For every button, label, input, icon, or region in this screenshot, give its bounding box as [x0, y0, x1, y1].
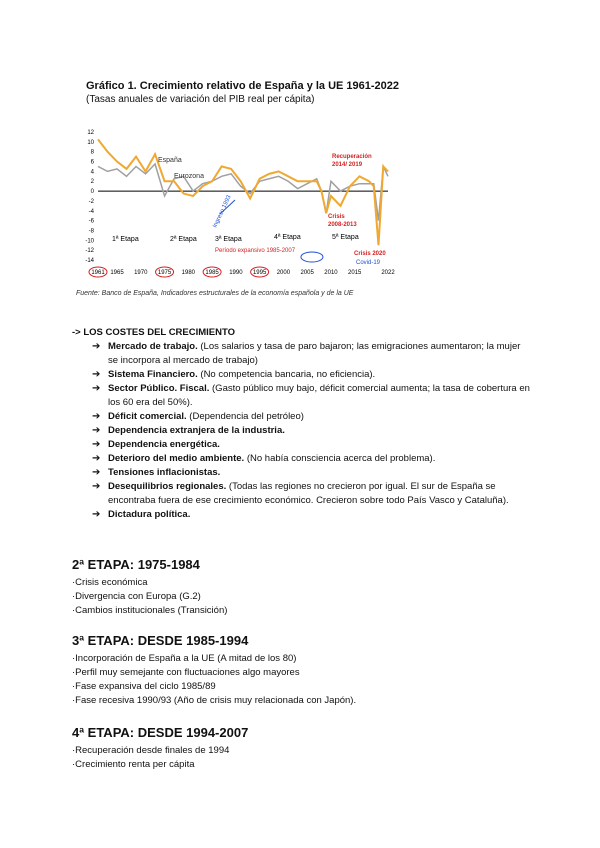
label-stage3: 3ª Etapa	[215, 236, 242, 243]
y-tick-label: 6	[90, 159, 94, 166]
label-eurozona: Eurozona	[174, 173, 204, 180]
label-stage2: 2ª Etapa	[170, 236, 197, 243]
label-stage1: 1ª Etapa	[112, 236, 139, 243]
costes-item: ➔ Sistema Financiero. (No competencia bancaria, no eficiencia).	[92, 369, 376, 380]
label-stage5: 5ª Etapa	[332, 234, 359, 241]
arrow-icon: ➔	[92, 509, 101, 520]
x-tick-label: 2022	[381, 270, 395, 276]
label-recuperacion-1: Recuperación	[332, 154, 372, 160]
y-tick-label: 2	[90, 179, 94, 186]
etapa4-section	[72, 726, 532, 772]
arrow-icon: ➔	[92, 481, 101, 492]
chart-source: Fuente: Banco de España, Indicadores estructurales de la economía española y de la UE	[76, 290, 354, 297]
x-tick-label: 2005	[300, 270, 314, 276]
x-tick-label: 1975	[157, 270, 172, 276]
label-spain: España	[158, 157, 182, 164]
arrow-icon: ➔	[92, 439, 101, 450]
etapa2-section	[72, 558, 532, 618]
y-tick-label: 12	[87, 130, 94, 136]
y-tick-label: 0	[90, 189, 94, 196]
etapa4-title: 4ª ETAPA: DESDE 1994-2007	[72, 725, 249, 740]
y-tick-label: 4	[90, 169, 94, 176]
label-crisis2: Crisis 2020	[354, 251, 386, 257]
arrow-icon: ➔	[92, 341, 101, 352]
y-tick-label: -12	[85, 248, 94, 255]
arrow-icon: ➔	[92, 383, 101, 394]
arrow-icon: ➔	[92, 411, 101, 422]
arrow-icon: ➔	[92, 425, 101, 436]
etapa3-line: ·Fase expansiva del ciclo 1985/89	[72, 681, 216, 692]
x-tick-label: 1961	[91, 270, 105, 276]
costes-section	[72, 326, 532, 522]
etapa3-line: ·Fase recesiva 1990/93 (Año de crisis muy relacionada con Japón).	[72, 695, 357, 706]
costes-list	[72, 340, 532, 522]
y-tick-label: 10	[87, 139, 94, 146]
y-tick-label: -10	[85, 238, 94, 245]
costes-item: ➔ Déficit comercial. (Dependencia del petróleo)	[92, 411, 304, 422]
label-covid: Covid-19	[356, 260, 381, 266]
y-tick-label: -2	[88, 198, 94, 205]
x-tick-label: 1985	[205, 270, 219, 276]
x-tick-label: 2010	[324, 270, 338, 276]
x-tick-label: 1970	[134, 270, 148, 276]
y-tick-label: -14	[85, 258, 94, 264]
x-tick-label: 1995	[252, 270, 267, 276]
circled-year-2006	[301, 252, 323, 262]
etapa2-line: ·Divergencia con Europa (G.2)	[72, 591, 201, 602]
chart-title: Gráfico 1. Crecimiento relativo de España y la UE 1961-2022	[86, 80, 400, 92]
series-eurozona-line	[98, 164, 388, 221]
x-tick-label: 1980	[181, 270, 196, 276]
x-tick-label: 2000	[276, 270, 291, 276]
costes-item: ➔ Mercado de trabajo. (Los salarios y tasa de paro bajaron; las emigraciones aumentaron; la mujer se incorpora al mercado de trabajo)	[92, 341, 521, 366]
label-crisis1-2: 2008-2013	[328, 222, 357, 228]
label-periodo: Período expansivo 1985-2007	[215, 248, 296, 254]
arrow-icon: ➔	[92, 369, 101, 380]
costes-item: ➔ Desequilibrios regionales. (Todas las regiones no crecieron por igual. El sur de España se encontraba fuera de ese crecimiento económico. Crecieron sobre todo País Vasco y Cataluña).	[92, 481, 509, 506]
etapa3-title: 3ª ETAPA: DESDE 1985-1994	[72, 633, 249, 648]
costes-item: ➔ Deterioro del medio ambiente. (No había consciencia acerca del problema).	[92, 453, 436, 464]
etapa4-line: ·Crecimiento renta per cápita	[72, 759, 195, 770]
etapa4-line: ·Recuperación desde finales de 1994	[72, 745, 230, 756]
y-tick-label: -8	[88, 228, 94, 235]
chart-subtitle: (Tasas anuales de variación del PIB real per cápita)	[86, 94, 315, 105]
costes-item: ➔ Tensiones inflacionistas.	[92, 467, 221, 478]
etapa3-line: ·Incorporación de España a la UE (A mitad de los 80)	[72, 653, 297, 664]
label-ingreso: Ingreso 1993	[212, 194, 233, 229]
y-tick-label: -6	[88, 218, 94, 225]
costes-item: ➔ Dictadura política.	[92, 509, 191, 520]
etapa3-section	[72, 634, 532, 708]
costes-heading: -> LOS COSTES DEL CRECIMIENTO	[72, 327, 236, 338]
x-tick-label: 1965	[110, 270, 124, 276]
x-tick-label: 1990	[229, 270, 243, 276]
etapa2-line: ·Crisis económica	[72, 577, 148, 588]
label-crisis1-1: Crisis	[328, 214, 345, 220]
x-tick-label: 2015	[348, 270, 362, 276]
y-tick-label: 8	[90, 149, 94, 156]
costes-item: ➔ Dependencia energética.	[92, 439, 220, 450]
growth-chart	[70, 110, 400, 285]
costes-item: ➔ Sector Público. Fiscal. (Gasto público muy bajo, déficit comercial aumenta; la tasa de cobertura en los 60 era del 50%).	[92, 383, 530, 408]
y-tick-label: -4	[88, 208, 94, 215]
etapa3-line: ·Perfil muy semejante con fluctuaciones algo mayores	[72, 667, 300, 678]
arrow-icon: ➔	[92, 467, 101, 478]
label-recuperacion-2: 2014/ 2019	[332, 162, 363, 168]
costes-item: ➔ Dependencia extranjera de la industria.	[92, 425, 285, 436]
etapa2-title: 2ª ETAPA: 1975-1984	[72, 557, 200, 572]
arrow-icon: ➔	[92, 453, 101, 464]
label-stage4: 4ª Etapa	[274, 234, 301, 241]
etapa2-line: ·Cambios institucionales (Transición)	[72, 605, 228, 616]
